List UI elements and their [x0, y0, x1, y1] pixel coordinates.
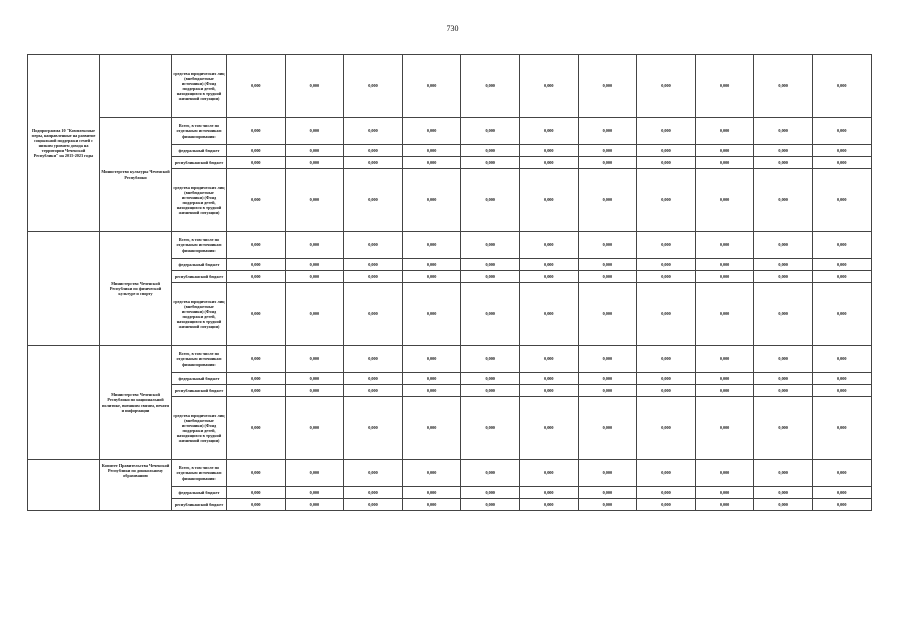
page-number: 730	[446, 24, 459, 33]
amount-cell: 0,000	[402, 487, 461, 499]
amount-cell: 0,000	[519, 397, 578, 460]
amount-cell: 0,000	[402, 232, 461, 259]
amount-cell: 0,000	[695, 145, 754, 157]
amount-cell: 0,000	[812, 271, 871, 283]
amount-cell: 0,000	[695, 499, 754, 511]
funding-source: средства юридических лиц (внебюджетные источники) (Фонд поддержки детей, находящихся в трудной жизненной ситуации)	[172, 55, 227, 118]
amount-cell: 0,000	[519, 271, 578, 283]
amount-cell: 0,000	[344, 397, 403, 460]
amount-cell: 0,000	[812, 157, 871, 169]
amount-cell: 0,000	[461, 232, 520, 259]
amount-cell: 0,000	[461, 55, 520, 118]
funding-source: федеральный бюджет	[172, 373, 227, 385]
amount-cell: 0,000	[285, 460, 344, 487]
table-row	[28, 460, 872, 487]
amount-cell: 0,000	[812, 487, 871, 499]
amount-cell: 0,000	[812, 460, 871, 487]
amount-cell: 0,000	[227, 499, 286, 511]
executor-name	[100, 55, 172, 118]
funding-source: Всего, в том числе по отдельным источникам финансирования:	[172, 232, 227, 259]
amount-cell: 0,000	[754, 373, 813, 385]
amount-cell: 0,000	[344, 157, 403, 169]
amount-cell: 0,000	[695, 157, 754, 169]
amount-cell: 0,000	[402, 145, 461, 157]
amount-cell: 0,000	[461, 397, 520, 460]
amount-cell: 0,000	[227, 385, 286, 397]
executor-name: Министерство Чеченской Республики по национальной политике, внешним связям, печати и информации	[100, 346, 172, 460]
amount-cell: 0,000	[695, 55, 754, 118]
amount-cell: 0,000	[461, 499, 520, 511]
amount-cell: 0,000	[754, 232, 813, 259]
amount-cell: 0,000	[578, 460, 637, 487]
amount-cell: 0,000	[227, 373, 286, 385]
amount-cell: 0,000	[578, 157, 637, 169]
amount-cell: 0,000	[227, 346, 286, 373]
amount-cell: 0,000	[344, 487, 403, 499]
amount-cell: 0,000	[227, 259, 286, 271]
amount-cell: 0,000	[402, 460, 461, 487]
amount-cell: 0,000	[402, 346, 461, 373]
amount-cell: 0,000	[461, 118, 520, 145]
amount-cell: 0,000	[285, 271, 344, 283]
amount-cell: 0,000	[637, 487, 696, 499]
amount-cell: 0,000	[344, 169, 403, 232]
funding-source: федеральный бюджет	[172, 487, 227, 499]
amount-cell: 0,000	[812, 499, 871, 511]
funding-source: федеральный бюджет	[172, 259, 227, 271]
amount-cell: 0,000	[402, 385, 461, 397]
amount-cell: 0,000	[519, 499, 578, 511]
amount-cell: 0,000	[637, 169, 696, 232]
amount-cell: 0,000	[461, 460, 520, 487]
amount-cell: 0,000	[285, 55, 344, 118]
amount-cell: 0,000	[285, 259, 344, 271]
amount-cell: 0,000	[637, 232, 696, 259]
amount-cell: 0,000	[402, 157, 461, 169]
amount-cell: 0,000	[637, 283, 696, 346]
amount-cell: 0,000	[402, 55, 461, 118]
amount-cell: 0,000	[637, 460, 696, 487]
amount-cell: 0,000	[754, 397, 813, 460]
amount-cell: 0,000	[402, 169, 461, 232]
amount-cell: 0,000	[812, 259, 871, 271]
amount-cell: 0,000	[519, 145, 578, 157]
amount-cell: 0,000	[812, 397, 871, 460]
amount-cell: 0,000	[285, 487, 344, 499]
funding-source: республиканский бюджет	[172, 271, 227, 283]
amount-cell: 0,000	[344, 232, 403, 259]
amount-cell: 0,000	[754, 55, 813, 118]
amount-cell: 0,000	[754, 499, 813, 511]
amount-cell: 0,000	[461, 487, 520, 499]
amount-cell: 0,000	[695, 232, 754, 259]
amount-cell: 0,000	[344, 259, 403, 271]
amount-cell: 0,000	[285, 346, 344, 373]
amount-cell: 0,000	[637, 385, 696, 397]
amount-cell: 0,000	[812, 145, 871, 157]
amount-cell: 0,000	[344, 499, 403, 511]
amount-cell: 0,000	[695, 283, 754, 346]
amount-cell: 0,000	[227, 397, 286, 460]
amount-cell: 0,000	[285, 397, 344, 460]
amount-cell: 0,000	[578, 346, 637, 373]
amount-cell: 0,000	[519, 169, 578, 232]
amount-cell: 0,000	[812, 169, 871, 232]
amount-cell: 0,000	[344, 385, 403, 397]
amount-cell: 0,000	[344, 346, 403, 373]
amount-cell: 0,000	[519, 157, 578, 169]
amount-cell: 0,000	[754, 283, 813, 346]
amount-cell: 0,000	[227, 283, 286, 346]
amount-cell: 0,000	[227, 271, 286, 283]
amount-cell: 0,000	[637, 55, 696, 118]
amount-cell: 0,000	[754, 157, 813, 169]
amount-cell: 0,000	[402, 118, 461, 145]
amount-cell: 0,000	[519, 283, 578, 346]
amount-cell: 0,000	[227, 118, 286, 145]
amount-cell: 0,000	[754, 271, 813, 283]
amount-cell: 0,000	[285, 499, 344, 511]
amount-cell: 0,000	[754, 346, 813, 373]
amount-cell: 0,000	[754, 487, 813, 499]
amount-cell: 0,000	[578, 499, 637, 511]
amount-cell: 0,000	[812, 118, 871, 145]
table-row	[28, 118, 872, 145]
amount-cell: 0,000	[812, 346, 871, 373]
amount-cell: 0,000	[285, 373, 344, 385]
funding-source: республиканский бюджет	[172, 499, 227, 511]
amount-cell: 0,000	[227, 169, 286, 232]
amount-cell: 0,000	[461, 169, 520, 232]
amount-cell: 0,000	[461, 283, 520, 346]
amount-cell: 0,000	[578, 118, 637, 145]
amount-cell: 0,000	[578, 487, 637, 499]
amount-cell: 0,000	[578, 283, 637, 346]
subprogram-name	[28, 460, 100, 511]
amount-cell: 0,000	[578, 385, 637, 397]
amount-cell: 0,000	[227, 487, 286, 499]
amount-cell: 0,000	[637, 346, 696, 373]
amount-cell: 0,000	[695, 346, 754, 373]
amount-cell: 0,000	[227, 55, 286, 118]
funding-source: республиканский бюджет	[172, 157, 227, 169]
funding-source: Всего, в том числе по отдельным источникам финансирования:	[172, 118, 227, 145]
table-row	[28, 346, 872, 373]
amount-cell: 0,000	[578, 259, 637, 271]
table-row	[28, 55, 872, 118]
amount-cell: 0,000	[754, 118, 813, 145]
amount-cell: 0,000	[637, 145, 696, 157]
amount-cell: 0,000	[578, 145, 637, 157]
amount-cell: 0,000	[285, 145, 344, 157]
amount-cell: 0,000	[519, 460, 578, 487]
amount-cell: 0,000	[578, 232, 637, 259]
amount-cell: 0,000	[402, 283, 461, 346]
amount-cell: 0,000	[578, 397, 637, 460]
amount-cell: 0,000	[695, 397, 754, 460]
amount-cell: 0,000	[344, 271, 403, 283]
amount-cell: 0,000	[695, 373, 754, 385]
amount-cell: 0,000	[285, 283, 344, 346]
amount-cell: 0,000	[519, 346, 578, 373]
amount-cell: 0,000	[695, 460, 754, 487]
amount-cell: 0,000	[461, 145, 520, 157]
amount-cell: 0,000	[519, 373, 578, 385]
amount-cell: 0,000	[344, 283, 403, 346]
funding-source: средства юридических лиц (внебюджетные источники) (Фонд поддержки детей, находящихся в трудной жизненной ситуации)	[172, 283, 227, 346]
amount-cell: 0,000	[578, 169, 637, 232]
amount-cell: 0,000	[519, 487, 578, 499]
amount-cell: 0,000	[344, 118, 403, 145]
funding-source: Всего, в том числе по отдельным источникам финансирования:	[172, 460, 227, 487]
amount-cell: 0,000	[344, 145, 403, 157]
amount-cell: 0,000	[695, 169, 754, 232]
amount-cell: 0,000	[402, 259, 461, 271]
amount-cell: 0,000	[754, 460, 813, 487]
amount-cell: 0,000	[285, 232, 344, 259]
amount-cell: 0,000	[754, 385, 813, 397]
executor-name: Министерство культуры Чеченской Республики	[100, 118, 172, 232]
amount-cell: 0,000	[461, 373, 520, 385]
amount-cell: 0,000	[578, 55, 637, 118]
amount-cell: 0,000	[695, 271, 754, 283]
amount-cell: 0,000	[402, 499, 461, 511]
subprogram-name	[28, 346, 100, 460]
amount-cell: 0,000	[695, 487, 754, 499]
amount-cell: 0,000	[461, 157, 520, 169]
amount-cell: 0,000	[812, 55, 871, 118]
amount-cell: 0,000	[812, 283, 871, 346]
amount-cell: 0,000	[519, 118, 578, 145]
amount-cell: 0,000	[461, 385, 520, 397]
amount-cell: 0,000	[227, 232, 286, 259]
amount-cell: 0,000	[402, 373, 461, 385]
subprogram-name	[28, 232, 100, 346]
amount-cell: 0,000	[637, 373, 696, 385]
funding-source: Всего, в том числе по отдельным источникам финансирования:	[172, 346, 227, 373]
amount-cell: 0,000	[578, 373, 637, 385]
amount-cell: 0,000	[754, 169, 813, 232]
subprogram-name: Подпрограмма 10 "Комплексные меры, направленные на развитие социальной поддержки семей с низким уровнем дохода на территории Чеченской Республики" на 2015-2023 годы	[28, 55, 100, 232]
amount-cell: 0,000	[812, 385, 871, 397]
funding-source: республиканский бюджет	[172, 385, 227, 397]
amount-cell: 0,000	[637, 118, 696, 145]
executor-name: Министерство Чеченской Республики по физической культуре и спорту	[100, 232, 172, 346]
amount-cell: 0,000	[695, 259, 754, 271]
amount-cell: 0,000	[812, 373, 871, 385]
amount-cell: 0,000	[227, 157, 286, 169]
amount-cell: 0,000	[695, 385, 754, 397]
amount-cell: 0,000	[754, 259, 813, 271]
amount-cell: 0,000	[637, 499, 696, 511]
amount-cell: 0,000	[285, 169, 344, 232]
amount-cell: 0,000	[344, 460, 403, 487]
amount-cell: 0,000	[695, 118, 754, 145]
amount-cell: 0,000	[402, 397, 461, 460]
amount-cell: 0,000	[519, 385, 578, 397]
amount-cell: 0,000	[285, 157, 344, 169]
amount-cell: 0,000	[637, 259, 696, 271]
amount-cell: 0,000	[812, 232, 871, 259]
amount-cell: 0,000	[344, 55, 403, 118]
financing-table	[27, 54, 872, 511]
amount-cell: 0,000	[461, 271, 520, 283]
funding-source: федеральный бюджет	[172, 145, 227, 157]
amount-cell: 0,000	[227, 460, 286, 487]
amount-cell: 0,000	[519, 259, 578, 271]
amount-cell: 0,000	[344, 373, 403, 385]
table-row	[28, 232, 872, 259]
amount-cell: 0,000	[285, 118, 344, 145]
amount-cell: 0,000	[637, 397, 696, 460]
executor-name: Комитет Правительства Чеченской Республики по дошкольному образованию	[100, 460, 172, 511]
amount-cell: 0,000	[754, 145, 813, 157]
amount-cell: 0,000	[578, 271, 637, 283]
amount-cell: 0,000	[461, 346, 520, 373]
amount-cell: 0,000	[227, 145, 286, 157]
amount-cell: 0,000	[402, 271, 461, 283]
amount-cell: 0,000	[285, 385, 344, 397]
amount-cell: 0,000	[461, 259, 520, 271]
funding-source: средства юридических лиц (внебюджетные источники) (Фонд поддержки детей, находящихся в трудной жизненной ситуации)	[172, 397, 227, 460]
funding-source: средства юридических лиц (внебюджетные источники) (Фонд поддержки детей, находящихся в трудной жизненной ситуации)	[172, 169, 227, 232]
amount-cell: 0,000	[637, 157, 696, 169]
amount-cell: 0,000	[519, 55, 578, 118]
amount-cell: 0,000	[637, 271, 696, 283]
amount-cell: 0,000	[519, 232, 578, 259]
